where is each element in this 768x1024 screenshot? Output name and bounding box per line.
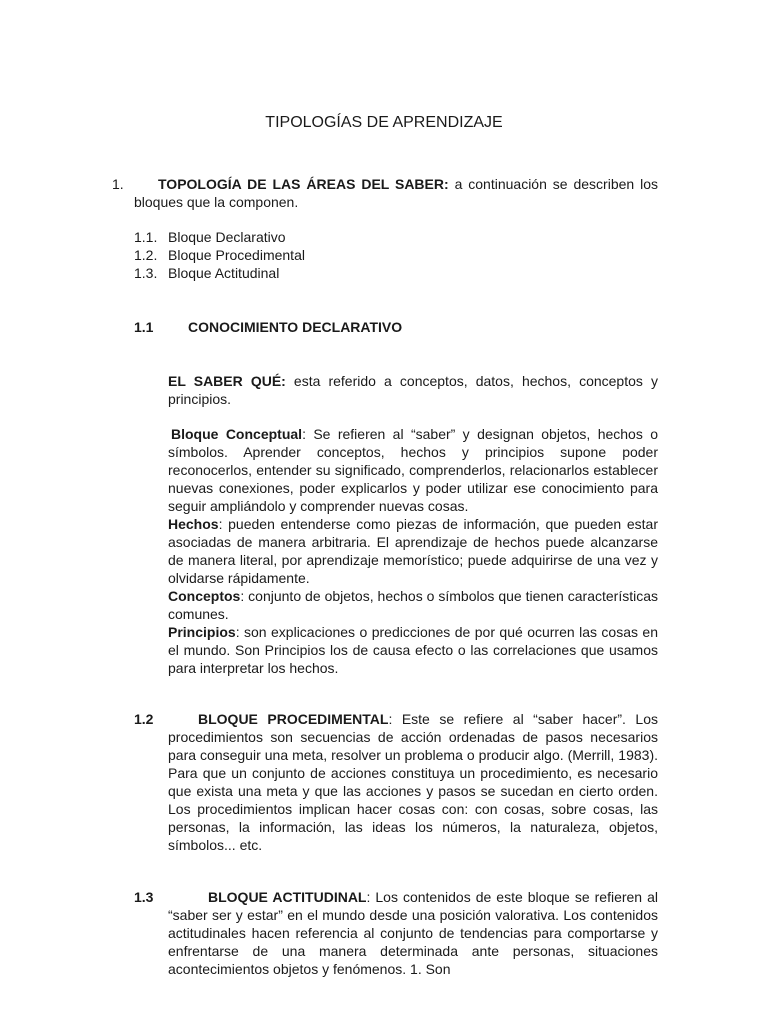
conceptual-text: : Se refieren al “saber” y designan objetos, hechos o símbolos. Aprender conceptos, hechos y principios supone poder reconocerlos, entender su significado, comprenderlos, relacionarlos establecer nuevas conexiones, poder explicarlos y poder utilizar ese conocimiento para seguir ampliándolo y comprender nuevas cosas. [168, 426, 659, 514]
section-1-3-paragraph [168, 888, 658, 978]
conceptual-block [168, 425, 658, 677]
section-1-3-number: 1.3 [134, 889, 154, 905]
list-item: 1.2. Bloque Procedimental [134, 247, 305, 263]
list-item: 1.1. Bloque Declarativo [134, 229, 286, 245]
section-1-3-heading: BLOQUE ACTITUDINAL [208, 889, 367, 905]
section-1-1-number: 1.1 [134, 319, 154, 335]
conceptos-text: : conjunto de objetos, hechos o símbolos que tienen características comunes. [168, 588, 658, 622]
saber-que-paragraph [168, 372, 658, 408]
conceptual-paragraph [168, 425, 658, 515]
list-item: 1.3. Bloque Actitudinal [134, 265, 280, 281]
section-1-1-heading: CONOCIMIENTO DECLARATIVO [188, 319, 403, 335]
document-title: TIPOLOGÍAS DE APRENDIZAJE [265, 114, 503, 131]
principios-text: : son explicaciones o predicciones de por qué ocurren las cosas en el mundo. Son Principios los de causa efecto o las correlaciones que usamos para interpretar los hechos. [168, 624, 658, 676]
hechos-label: Hechos [168, 516, 219, 532]
section-1-2-heading: BLOQUE PROCEDIMENTAL [198, 711, 389, 727]
principios-paragraph [168, 623, 658, 677]
section-1-2-text: : Este se refiere al “saber hacer”. Los procedimientos son secuencias de acción ordenadas de pasos necesarios para conseguir una meta, resolver un problema o producir algo. (Merrill, 1983). Para que un conjunto de acciones constituya un procedimiento, es necesario que exista una meta y que las acciones y pasos se sucedan en cierto orden. Los procedimientos implican hacer cosas con: con cosas, sobre cosas, las personas, la información, las ideas los números, la naturaleza, objetos, símbolos... etc. [168, 711, 658, 853]
saber-que-label: EL SABER QUÉ: [168, 373, 286, 389]
section-1-2-number: 1.2 [134, 711, 154, 727]
conceptos-paragraph [168, 587, 658, 623]
section-1-heading: TOPOLOGÍA DE LAS ÁREAS DEL SABER: [158, 176, 449, 192]
hechos-paragraph [168, 515, 658, 587]
conceptos-label: Conceptos [168, 588, 241, 604]
principios-label: Principios [168, 624, 236, 640]
conceptual-label: Bloque Conceptual [171, 426, 303, 442]
section-1-2-paragraph [168, 710, 658, 854]
section-1-list [134, 228, 534, 282]
hechos-text: : pueden entenderse como piezas de información, que pueden estar asociadas de manera arbitraria. El aprendizaje de hechos puede alcanzarse de manera literal, por aprendizaje memorístico; puede adquirirse de una vez y olvidarse rápidamente. [168, 516, 658, 586]
section-1-number: 1. [112, 176, 124, 192]
section-1-3-text: : Los contenidos de este bloque se refieren al “saber ser y estar” en el mundo desde una posición valorativa. Los contenidos actitudinales hacen referencia al conjunto de tendencias para comportarse y enfrentarse de una manera determinada ante personas, situaciones acontecimientos objetos y fenómenos. 1. Son [168, 889, 658, 977]
section-1-paragraph [134, 175, 658, 211]
section-1-text: a continuación se describen los bloques que la componen. [134, 176, 658, 210]
saber-que-text: esta referido a conceptos, datos, hechos, conceptos y principios. [168, 373, 658, 407]
